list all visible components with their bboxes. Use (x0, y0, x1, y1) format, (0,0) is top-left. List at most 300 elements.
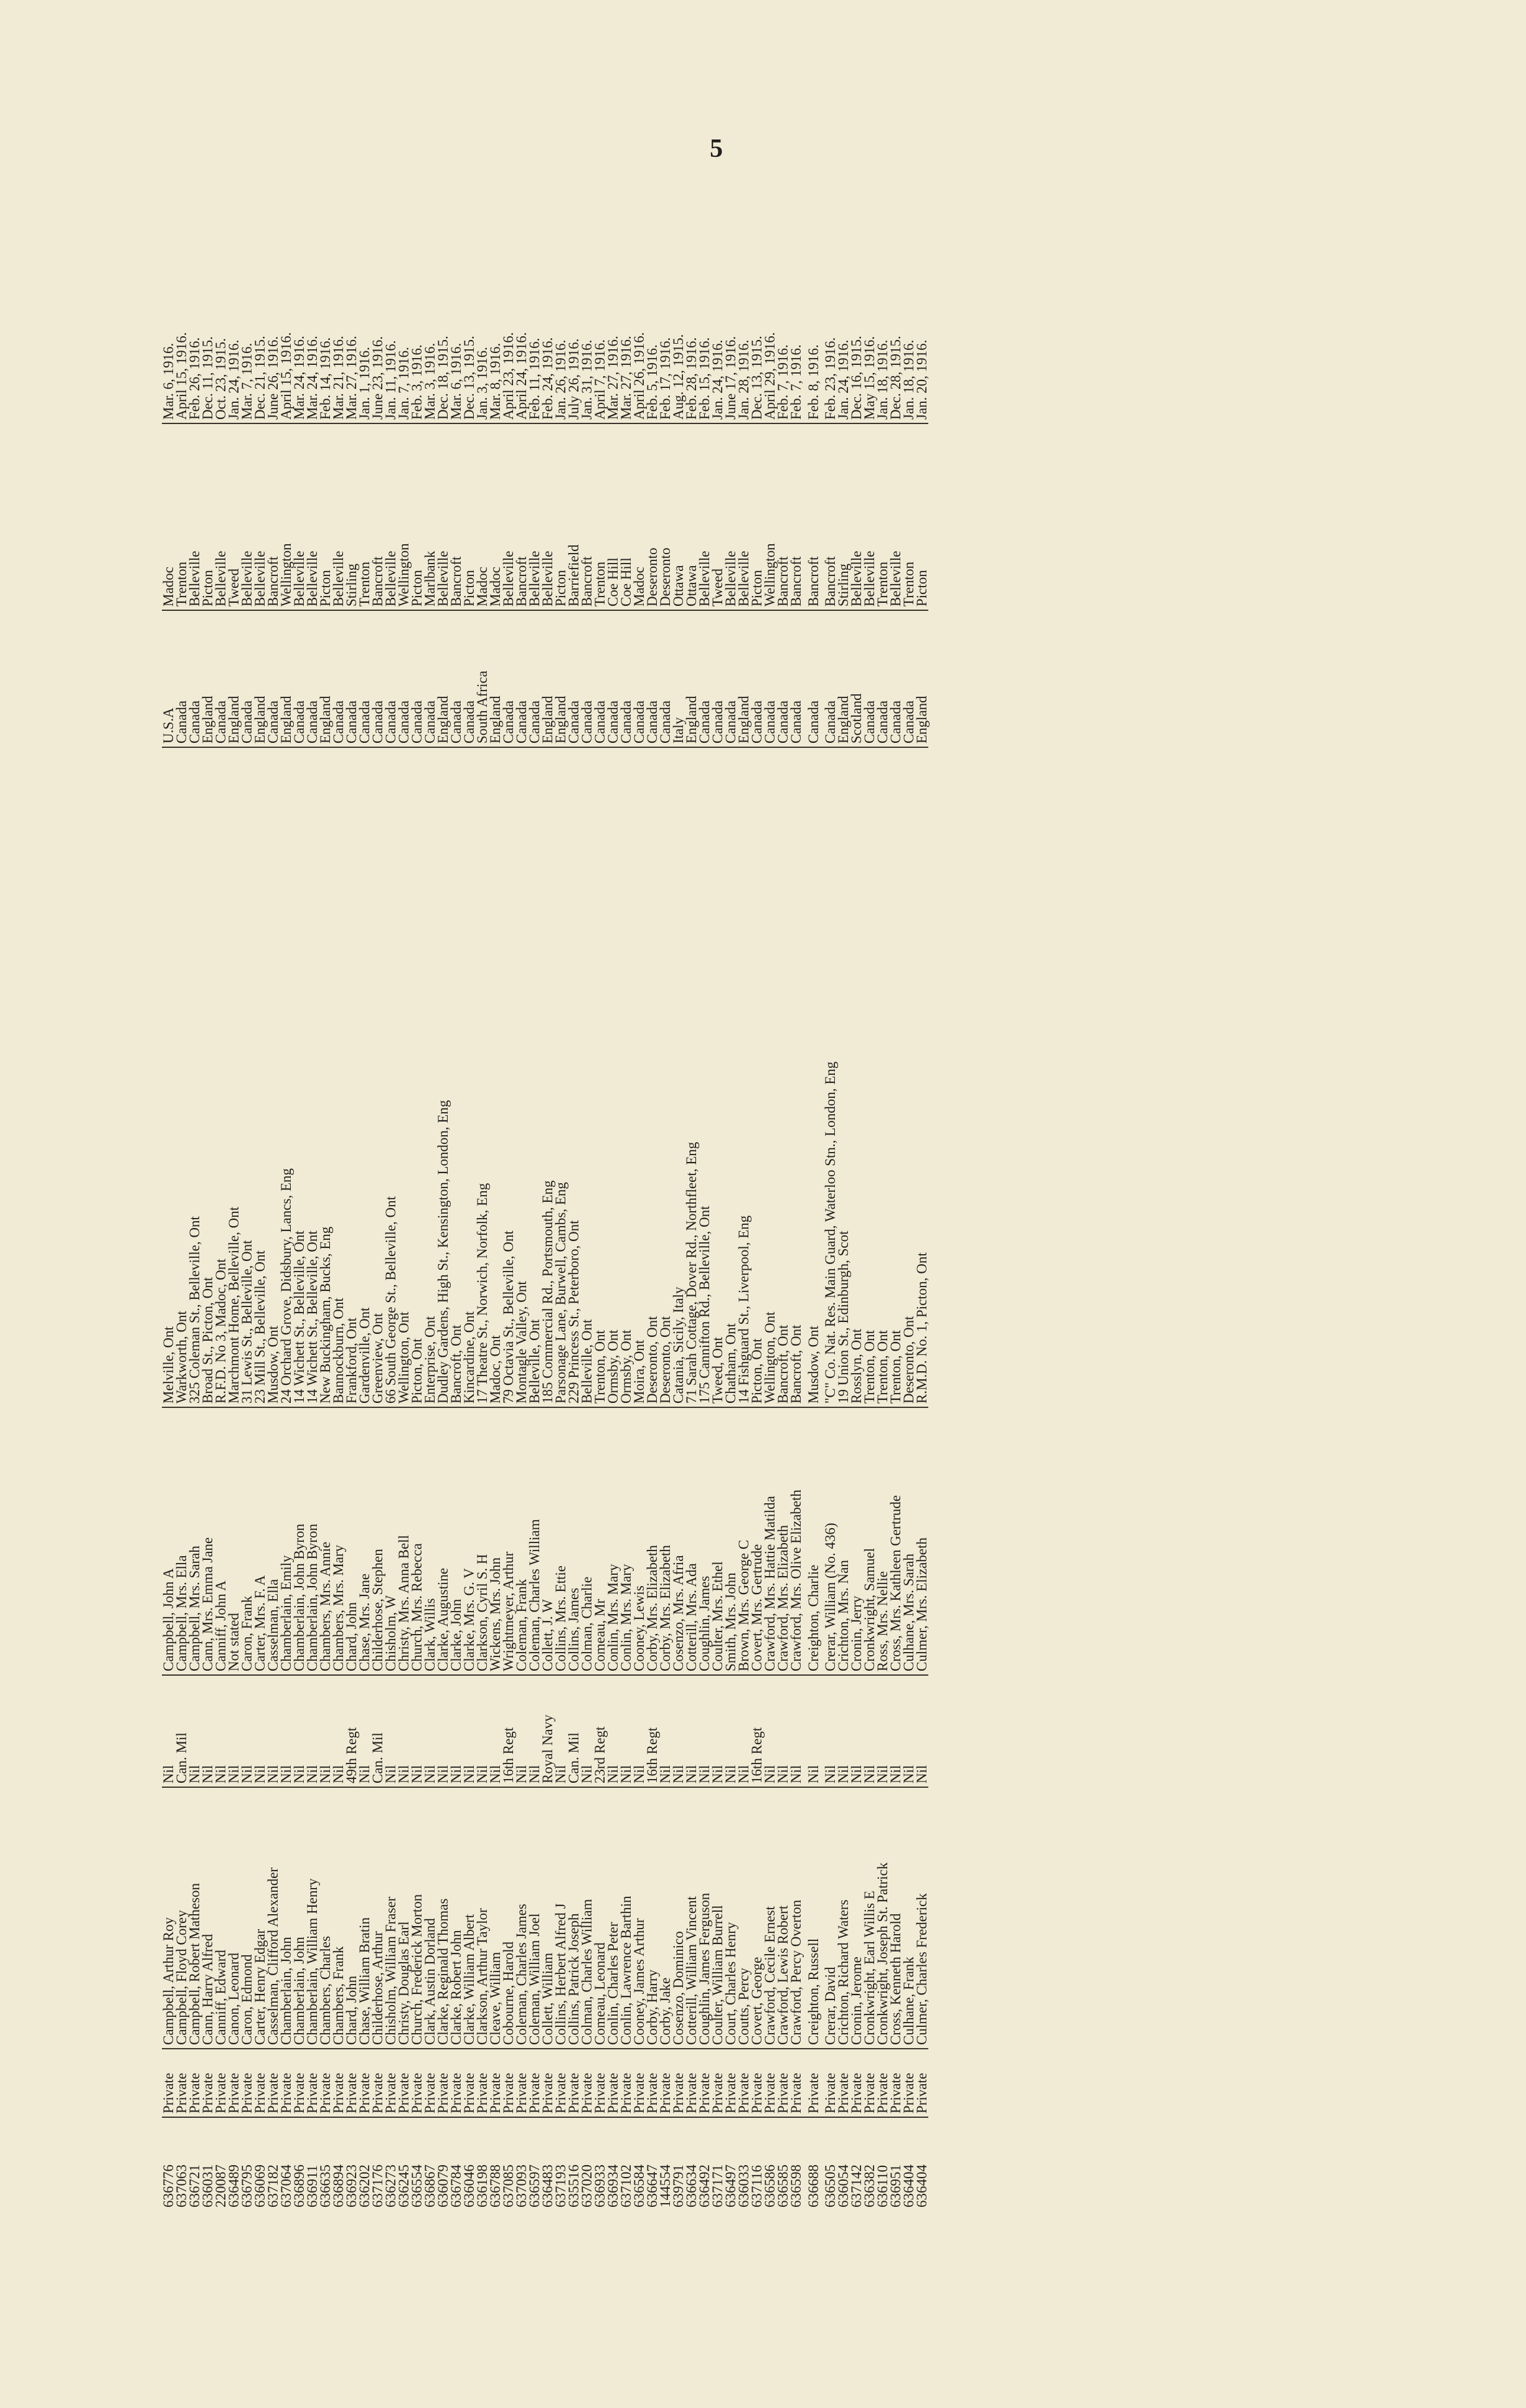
birth-country-cell: Canada (175, 610, 188, 747)
enlistment-date-cell: Jan. 24, 1916. (710, 339, 725, 420)
soldier-name-cell: Cross, Kenneth Harold (889, 1787, 902, 2049)
rank-cell: Private (358, 2049, 371, 2117)
regimental-number-cell: 636382 (863, 2117, 876, 2211)
table-row (266, 181, 280, 2211)
next-of-kin-cell: Campbell, Mrs. Ella (175, 1407, 188, 1675)
soldier-name-cell: Clark, Austin Dorland (423, 1787, 436, 2049)
table-row (293, 181, 306, 2211)
enlistment-date-cell: Feb. 14, 1916. (318, 337, 333, 420)
kin-address-cell: Frankford, Ont (345, 747, 358, 1407)
kin-address-cell: Kincardine, Ont (463, 747, 476, 1407)
next-of-kin-cell: Cross, Mrs. Kathleen Gertrude (889, 1407, 902, 1675)
enlistment-place-cell: Picton (915, 423, 928, 610)
former-unit-cell: Nil (306, 1675, 319, 1787)
rank-cell: Private (863, 2049, 876, 2117)
soldier-name-cell: Conlin, Charles Peter (606, 1787, 619, 2049)
kin-address-cell: Wellington, Ont (763, 747, 776, 1407)
enlistment-place-cell: Trenton (902, 423, 915, 610)
soldier-name-cell: Chambers, Charles (319, 1787, 332, 2049)
soldier-name-cell: Crawford, Percy Overton (789, 1787, 803, 2049)
enlistment-date-cell: Mar. 6, 1916. (448, 342, 464, 420)
enlistment-place-cell: Madoc (476, 423, 489, 610)
kin-address-cell: Montagle Valley, Ont (515, 747, 528, 1407)
kin-address-cell: Bannockburn, Ont (332, 747, 345, 1407)
soldier-name-cell: Collins, Herbert Alfred J (554, 1787, 567, 2049)
kin-address-cell: 24 Orchard Grove, Didsbury, Lancs, Eng (280, 747, 293, 1407)
birth-country-cell: Canada (724, 610, 737, 747)
rank-cell: Private (593, 2049, 606, 2117)
birth-country-cell: England (436, 610, 450, 747)
former-unit-cell: Nil (837, 1675, 850, 1787)
soldier-name-cell: Collins, Patrick Joseph (567, 1787, 580, 2049)
regimental-number-cell: 636497 (724, 2117, 737, 2211)
next-of-kin-cell: Canniff, John A (214, 1407, 227, 1675)
soldier-name-cell: Chase, William Bratin (358, 1787, 371, 2049)
next-of-kin-cell: Culhane, Mrs. Sarah (902, 1407, 915, 1675)
kin-address-cell: 175 Cannifton Rd., Belleville, Ont (698, 747, 711, 1407)
kin-address-cell: Melville, Ont (162, 747, 175, 1407)
rank-cell: Private (515, 2049, 528, 2117)
regimental-number-cell: 636597 (528, 2117, 541, 2211)
next-of-kin-cell: Wrightmeyer, Arthur (502, 1407, 515, 1675)
enlistment-date-cell: June 23, 1916. (370, 336, 385, 420)
regimental-number-cell: 636079 (436, 2117, 450, 2211)
kin-address-cell: Gardenville, Ont (358, 747, 371, 1407)
table-row (502, 181, 515, 2211)
table-row (750, 181, 763, 2211)
next-of-kin-cell: Corby, Mrs. Elizabeth (646, 1407, 659, 1675)
next-of-kin-cell: Cronkwright, Samuel (863, 1407, 876, 1675)
regimental-number-cell: 637116 (750, 2117, 763, 2211)
enlistment-roll-table (162, 181, 928, 2211)
former-unit-cell: Nil (214, 1675, 227, 1787)
rank-cell: Private (436, 2049, 450, 2117)
regimental-number-cell: 636245 (397, 2117, 410, 2211)
rank-cell: Private (280, 2049, 293, 2117)
rank-cell: Private (476, 2049, 489, 2117)
next-of-kin-cell: Clarke, Mrs. G. V (463, 1407, 476, 1675)
next-of-kin-cell: Collins, James (567, 1407, 580, 1675)
enlistment-place-cell: Picton (554, 423, 567, 610)
former-unit-cell: Nil (162, 1675, 175, 1787)
birth-country-cell: Italy (672, 610, 685, 747)
enlistment-date-cell: Mar. 21, 1916. (331, 336, 346, 420)
soldier-name-cell: Caron, Edmond (240, 1787, 253, 2049)
kin-address-cell: Tweed, Ont (711, 747, 724, 1407)
enlistment-place-cell: Belleville (889, 423, 902, 610)
former-unit-cell: Nil (685, 1675, 698, 1787)
enlistment-place-cell: Tweed (711, 423, 724, 610)
soldier-name-cell: Crerar, David (824, 1787, 837, 2049)
regimental-number-cell: 637176 (371, 2117, 384, 2211)
table-row (280, 181, 293, 2211)
table-row (397, 181, 410, 2211)
soldier-name-cell: Corby, Harry (646, 1787, 659, 2049)
soldier-name-cell: Cobourne, Harold (502, 1787, 515, 2049)
next-of-kin-cell: Carter, Mrs. F. A (253, 1407, 266, 1675)
next-of-kin-cell: Casselman, Ella (266, 1407, 280, 1675)
birth-country-cell: Canada (711, 610, 724, 747)
kin-address-cell: Belleville, Ont (528, 747, 541, 1407)
table-row (646, 181, 659, 2211)
enlistment-place-cell: Wellington (763, 423, 776, 610)
next-of-kin-cell: Crawford, Mrs. Hattie Matilda (763, 1407, 776, 1675)
regimental-number-cell: 637102 (619, 2117, 633, 2211)
soldier-name-cell: Cleave, William (489, 1787, 502, 2049)
regimental-number-cell: 636202 (358, 2117, 371, 2211)
birth-country-cell: Canada (358, 610, 371, 747)
birth-country-cell: England (737, 610, 750, 747)
next-of-kin-cell: Chamberlain, Emily (280, 1407, 293, 1675)
regimental-number-cell: 636033 (737, 2117, 750, 2211)
roll-body (162, 181, 928, 2211)
soldier-name-cell: Church, Frederick Morton (410, 1787, 423, 2049)
next-of-kin-cell: Clarkson, Cyril S. H (476, 1407, 489, 1675)
table-row (789, 181, 803, 2211)
kin-address-cell: Warkworth, Ont (175, 747, 188, 1407)
enlistment-date-cell: Mar. 7, 1916. (239, 342, 255, 420)
kin-address-cell: 14 Wichett St., Belleville, Ont (306, 747, 319, 1407)
enlistment-place-cell: Belleville (240, 423, 253, 610)
regimental-number-cell: 636635 (319, 2117, 332, 2211)
enlistment-date-cell: Jan. 18, 1916. (901, 339, 916, 420)
former-unit-cell: Can. Mil (371, 1675, 384, 1787)
enlistment-place-cell: Madoc (489, 423, 502, 610)
soldier-name-cell: Chisholm, William Fraser (384, 1787, 397, 2049)
kin-address-cell: Rosslyn, Ont (850, 747, 863, 1407)
enlistment-place-cell: Madoc (633, 423, 646, 610)
former-unit-cell: 16th Regt (646, 1675, 659, 1787)
enlistment-place-cell: Belleville (724, 423, 737, 610)
former-unit-cell: Nil (803, 1675, 824, 1787)
soldier-name-cell: Cooney, James Arthur (633, 1787, 646, 2049)
enlistment-date-cell: Mar. 27, 1916. (618, 336, 634, 420)
former-unit-cell: Nil (293, 1675, 306, 1787)
table-row (384, 181, 397, 2211)
former-unit-cell: Nil (554, 1675, 567, 1787)
enlistment-place-cell: Bancroft (803, 423, 824, 610)
enlistment-place-cell: Belleville (188, 423, 201, 610)
regimental-number-cell: 636492 (698, 2117, 711, 2211)
former-unit-cell: Nil (384, 1675, 397, 1787)
regimental-number-cell: 636046 (463, 2117, 476, 2211)
former-unit-cell: Nil (476, 1675, 489, 1787)
former-unit-cell: Can. Mil (175, 1675, 188, 1787)
regimental-number-cell: 636586 (763, 2117, 776, 2211)
rank-cell: Private (724, 2049, 737, 2117)
birth-country-cell: Canada (463, 610, 476, 747)
table-row (371, 181, 384, 2211)
soldier-name-cell: Clarkson, Arthur Taylor (476, 1787, 489, 2049)
table-row (711, 181, 724, 2211)
kin-address-cell: Ormsby, Ont (606, 747, 619, 1407)
next-of-kin-cell: Crawford, Mrs. Elizabeth (776, 1407, 789, 1675)
table-row (319, 181, 332, 2211)
enlistment-place-cell: Belleville (528, 423, 541, 610)
enlistment-date-cell: Dec. 18, 1915. (435, 336, 451, 420)
former-unit-cell: Nil (633, 1675, 646, 1787)
former-unit-cell: Can. Mil (567, 1675, 580, 1787)
next-of-kin-cell: Conlin, Mrs. Mary (606, 1407, 619, 1675)
former-unit-cell: Nil (824, 1675, 837, 1787)
enlistment-place-cell: Trenton (593, 423, 606, 610)
table-row (850, 181, 863, 2211)
next-of-kin-cell: Chamberlain, John Byron (293, 1407, 306, 1675)
birth-country-cell: U.S.A (162, 610, 175, 747)
regimental-number-cell: 637182 (266, 2117, 280, 2211)
regimental-number-cell: 636634 (685, 2117, 698, 2211)
rank-cell: Private (450, 2049, 463, 2117)
enlistment-date-cell: Dec. 11, 1915. (200, 336, 215, 420)
regimental-number-cell: 636688 (803, 2117, 824, 2211)
kin-address-cell: 23 Mill St., Belleville, Ont (253, 747, 266, 1407)
former-unit-cell: Nil (863, 1675, 876, 1787)
enlistment-place-cell: Belleville (502, 423, 515, 610)
enlistment-date-cell: Jan. 28, 1916. (736, 339, 751, 420)
former-unit-cell: Nil (332, 1675, 345, 1787)
enlistment-date-cell: Feb. 7, 1916. (788, 344, 804, 420)
enlistment-place-cell: Belleville (293, 423, 306, 610)
soldier-name-cell: Clarke, William Albert (463, 1787, 476, 2049)
rank-cell: Private (789, 2049, 803, 2117)
rank-cell: Private (162, 2049, 175, 2117)
former-unit-cell: Nil (902, 1675, 915, 1787)
enlistment-place-cell: Belleville (214, 423, 227, 610)
enlistment-place-cell: Barriefield (567, 423, 580, 610)
enlistment-date-cell: Mar. 24, 1916. (291, 336, 307, 420)
regimental-number-cell: 635516 (567, 2117, 580, 2211)
birth-country-cell: Canada (214, 610, 227, 747)
former-unit-cell: Nil (397, 1675, 410, 1787)
soldier-name-cell: Canon, Leonard (227, 1787, 240, 2049)
kin-address-cell: Catania, Sicily, Italy (672, 747, 685, 1407)
rank-cell: Private (489, 2049, 502, 2117)
table-row (902, 181, 915, 2211)
regimental-number-cell: 636795 (240, 2117, 253, 2211)
former-unit-cell: Nil (698, 1675, 711, 1787)
next-of-kin-cell: Coulter, Mrs. Ethel (711, 1407, 724, 1675)
rank-cell: Private (776, 2049, 789, 2117)
enlistment-date-cell: April 29, 1916. (762, 332, 778, 420)
table-row (188, 181, 201, 2211)
kin-address-cell: 19 Union St., Edinburgh, Scot (837, 747, 850, 1407)
table-row (528, 181, 541, 2211)
regimental-number-cell: 636404 (915, 2117, 928, 2211)
birth-country-cell: England (554, 610, 567, 747)
table-row (567, 181, 580, 2211)
kin-address-cell: Broad St., Picton, Ont (201, 747, 214, 1407)
next-of-kin-cell: Ross, Mrs. Nellie (876, 1407, 889, 1675)
kin-address-cell: 31 Lewis St., Belleville, Ont (240, 747, 253, 1407)
birth-country-cell: Canada (502, 610, 515, 747)
enlistment-place-cell: Ottawa (685, 423, 698, 610)
birth-country-cell: Canada (619, 610, 633, 747)
enlistment-place-cell: Bancroft (789, 423, 803, 610)
enlistment-place-cell: Picton (410, 423, 423, 610)
enlistment-date-cell: Aug. 12, 1915. (671, 334, 686, 420)
next-of-kin-cell: Smith, Mrs. John (724, 1407, 737, 1675)
enlistment-date-cell: Feb. 28, 1916. (684, 337, 699, 420)
regimental-number-cell: 636784 (450, 2117, 463, 2211)
birth-country-cell: Canada (188, 610, 201, 747)
regimental-number-cell: 636911 (306, 2117, 319, 2211)
soldier-name-cell: Cotterill, William Vincent (685, 1787, 698, 2049)
birth-country-cell: England (837, 610, 850, 747)
enlistment-date-cell: July 26, 1916. (566, 338, 582, 420)
enlistment-date-cell: Feb. 7, 1916. (775, 344, 791, 420)
soldier-name-cell: Carter, Henry Edgar (253, 1787, 266, 2049)
next-of-kin-cell: Campbell, Mrs. Sarah (188, 1407, 201, 1675)
regimental-number-cell: 144554 (659, 2117, 672, 2211)
enlistment-date-cell: Mar. 27, 1916. (605, 336, 621, 420)
enlistment-place-cell: Belleville (863, 423, 876, 610)
next-of-kin-cell: Clarke, Augustine (436, 1407, 450, 1675)
enlistment-place-cell: Picton (201, 423, 214, 610)
soldier-name-cell: Campbell, Arthur Roy (162, 1787, 175, 2049)
next-of-kin-cell: Chisholm, W (384, 1407, 397, 1675)
enlistment-place-cell: Belleville (541, 423, 554, 610)
former-unit-cell: Nil (711, 1675, 724, 1787)
soldier-name-cell: Culmer, Charles Frederick (915, 1787, 928, 2049)
enlistment-date-cell: Jan. 26, 1916. (553, 339, 568, 420)
table-row (889, 181, 902, 2211)
next-of-kin-cell: Caron, Frank (240, 1407, 253, 1675)
birth-country-cell: Canada (515, 610, 528, 747)
table-row (698, 181, 711, 2211)
next-of-kin-cell: Crichton, Mrs. Nan (837, 1407, 850, 1675)
table-row (436, 181, 450, 2211)
soldier-name-cell: Creighton, Russell (803, 1787, 824, 2049)
soldier-name-cell: Coleman, Charles James (515, 1787, 528, 2049)
birth-country-cell: England (253, 610, 266, 747)
birth-country-cell: Canada (423, 610, 436, 747)
rank-cell: Private (837, 2049, 850, 2117)
table-row (358, 181, 371, 2211)
birth-country-cell: Canada (266, 610, 280, 747)
kin-address-cell: Musdow, Ont (266, 747, 280, 1407)
kin-address-cell: 71 Sarah Cottage, Dover Rd., Northfleet, Eng (685, 747, 698, 1407)
table-row (214, 181, 227, 2211)
next-of-kin-cell: Cosenzo, Mrs. Afria (672, 1407, 685, 1675)
next-of-kin-cell: Not stated (227, 1407, 240, 1675)
enlistment-place-cell: Picton (319, 423, 332, 610)
birth-country-cell: England (489, 610, 502, 747)
rank-cell: Private (554, 2049, 567, 2117)
regimental-number-cell: 636031 (201, 2117, 214, 2211)
soldier-name-cell: Canniff, Edward (214, 1787, 227, 2049)
soldier-name-cell: Conlin, Lawrence Barthin (619, 1787, 633, 2049)
former-unit-cell: Nil (724, 1675, 737, 1787)
table-row (915, 181, 928, 2211)
former-unit-cell: Nil (489, 1675, 502, 1787)
birth-country-cell: Canada (763, 610, 776, 747)
soldier-name-cell: Clarke, Reginald Thomas (436, 1787, 450, 2049)
regimental-number-cell: 637085 (502, 2117, 515, 2211)
enlistment-place-cell: Tweed (227, 423, 240, 610)
enlistment-date-cell: Feb. 11, 1916. (527, 338, 542, 420)
table-row (737, 181, 750, 2211)
enlistment-place-cell: Belleville (737, 423, 750, 610)
enlistment-date-cell: Jan. 24, 1916. (226, 339, 242, 420)
rank-cell: Private (319, 2049, 332, 2117)
enlistment-place-cell: Trenton (876, 423, 889, 610)
rank-cell: Private (266, 2049, 280, 2117)
next-of-kin-cell: Brown, Mrs. George C (737, 1407, 750, 1675)
soldier-name-cell: Crichton, Richard Waters (837, 1787, 850, 2049)
enlistment-place-cell: Wellington (397, 423, 410, 610)
soldier-name-cell: Covert, George (750, 1787, 763, 2049)
table-row (450, 181, 463, 2211)
regimental-number-cell: 636489 (227, 2117, 240, 2211)
kin-address-cell: Bancroft, Ont (450, 747, 463, 1407)
former-unit-cell: Nil (528, 1675, 541, 1787)
former-unit-cell: Nil (889, 1675, 902, 1787)
birth-country-cell: Canada (397, 610, 410, 747)
next-of-kin-cell: Creighton, Charlie (803, 1407, 824, 1675)
next-of-kin-cell: Christy, Mrs. Anna Bell (397, 1407, 410, 1675)
soldier-name-cell: Chamberlain, William Henry (306, 1787, 319, 2049)
birth-country-cell: Canada (889, 610, 902, 747)
next-of-kin-cell: Coughlin, James (698, 1407, 711, 1675)
rank-cell: Private (201, 2049, 214, 2117)
enlistment-date-cell: Mar. 24, 1916. (304, 336, 320, 420)
rank-cell: Private (850, 2049, 863, 2117)
enlistment-place-cell: Coe Hill (606, 423, 619, 610)
rank-cell: Private (541, 2049, 554, 2117)
soldier-name-cell: Chambers, Frank (332, 1787, 345, 2049)
kin-address-cell: Belleville, Ont (580, 747, 593, 1407)
former-unit-cell: Nil (410, 1675, 423, 1787)
table-row (776, 181, 789, 2211)
birth-country-cell: Canada (824, 610, 837, 747)
enlistment-place-cell: Belleville (698, 423, 711, 610)
enlistment-place-cell: Deseronto (646, 423, 659, 610)
table-row (489, 181, 502, 2211)
enlistment-date-cell: April 15, 1916. (174, 332, 189, 420)
former-unit-cell: Nil (606, 1675, 619, 1787)
rank-cell: Private (803, 2049, 824, 2117)
enlistment-date-cell: Dec. 16, 1915. (849, 336, 864, 420)
rank-cell: Private (332, 2049, 345, 2117)
rank-cell: Private (619, 2049, 633, 2117)
kin-address-cell: R.F.D. No 3, Madoc, Ont (214, 747, 227, 1407)
rank-cell: Private (306, 2049, 319, 2117)
birth-country-cell: Canada (450, 610, 463, 747)
former-unit-cell: Nil (515, 1675, 528, 1787)
former-unit-cell: Nil (876, 1675, 889, 1787)
kin-address-cell: Madoc, Ont (489, 747, 502, 1407)
table-row (837, 181, 850, 2211)
enlistment-date-cell: June 17, 1916. (723, 336, 738, 420)
next-of-kin-cell: Chase, Mrs. Jane (358, 1407, 371, 1675)
enlistment-date-cell: Oct. 23, 1915. (213, 338, 228, 420)
enlistment-place-cell: Picton (463, 423, 476, 610)
kin-address-cell: 14 Fishguard St., Liverpool, Eng (737, 747, 750, 1407)
regimental-number-cell: 636054 (837, 2117, 850, 2211)
table-row (541, 181, 554, 2211)
regimental-number-cell: 636896 (293, 2117, 306, 2211)
rank-cell: Private (763, 2049, 776, 2117)
next-of-kin-cell: Cotterill, Mrs. Ada (685, 1407, 698, 1675)
next-of-kin-cell: Collins, Mrs. Ettie (554, 1407, 567, 1675)
soldier-name-cell: Cosenzo, Dominico (672, 1787, 685, 2049)
rank-cell: Private (646, 2049, 659, 2117)
enlistment-date-cell: Mar. 6, 1916. (161, 342, 176, 420)
soldier-name-cell: Cronkwright, Earl Willis E (863, 1787, 876, 2049)
soldier-name-cell: Casselman, Clifford Alexander (266, 1787, 280, 2049)
birth-country-cell: Canada (863, 610, 876, 747)
regimental-number-cell: 636069 (253, 2117, 266, 2211)
